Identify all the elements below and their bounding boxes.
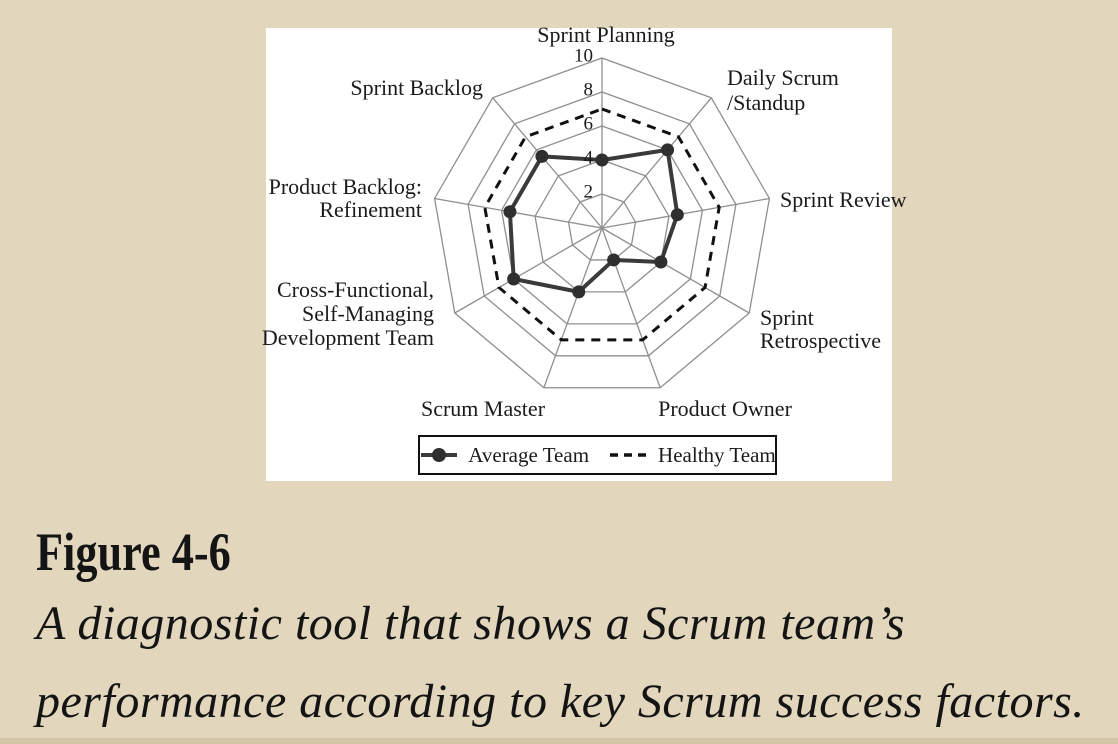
data-point-sprint-planning [596,154,609,167]
axis-label-sprint-retrospective: Sprint Retrospective [760,305,881,353]
tick-label-4: 4 [583,147,593,169]
caption-line-2: performance according to key Scrum success factors. [36,675,1085,728]
grid-spoke-2 [602,198,769,228]
axis-label-product-owner: Product Owner [658,396,792,421]
dashed-line-marker-icon [609,447,649,463]
data-point-scrum-master [572,285,585,298]
axis-label-sprint-planning: Sprint Planning [537,22,675,47]
legend-label-healthy-team: Healthy Team [658,442,776,467]
axis-label-daily-scrum-standup: Daily Scrum /Standup [727,65,839,115]
data-point-sprint-review [671,208,684,221]
legend-item-average-team [419,443,589,468]
legend-box [418,435,777,475]
axis-label-sprint-review: Sprint Review [780,187,907,212]
data-point-sprint-retrospective [654,256,667,269]
legend-item-healthy-team [609,443,776,468]
data-point-product-owner [607,253,620,266]
tick-label-6: 6 [583,113,593,135]
tick-label-2: 2 [583,181,593,203]
average-team-line [510,150,677,292]
data-point-sprint-backlog [535,150,548,163]
tick-label-8: 8 [583,79,593,101]
legend-label-average-team: Average Team [468,442,590,467]
grid-spoke-4 [602,228,660,388]
figure-label: Figure 4-6 [36,522,231,582]
axis-label-product-backlog-refinement: Product Backlog: Refinement [268,174,422,222]
solid-line-marker-icon [419,447,459,463]
grid-spoke-5 [544,228,602,388]
axis-label-cross-functional-self-managing-development-team: Cross-Functional, Self-Managing Development Team [261,277,434,350]
data-point-product-backlog-refinement [503,205,516,218]
bottom-edge-strip [0,738,1118,744]
axis-label-scrum-master: Scrum Master [420,396,546,421]
grid-spoke-3 [602,228,749,313]
data-point-cross-functional-self-managing-development-team [507,273,520,286]
grid-spoke-6 [455,228,602,313]
data-point-daily-scrum-standup [661,143,674,156]
axis-label-sprint-backlog: Sprint Backlog [350,75,483,100]
caption-line-1: A diagnostic tool that shows a Scrum team’s [36,597,906,650]
grid-spoke-7 [435,198,602,228]
tick-label-10: 10 [574,45,593,67]
